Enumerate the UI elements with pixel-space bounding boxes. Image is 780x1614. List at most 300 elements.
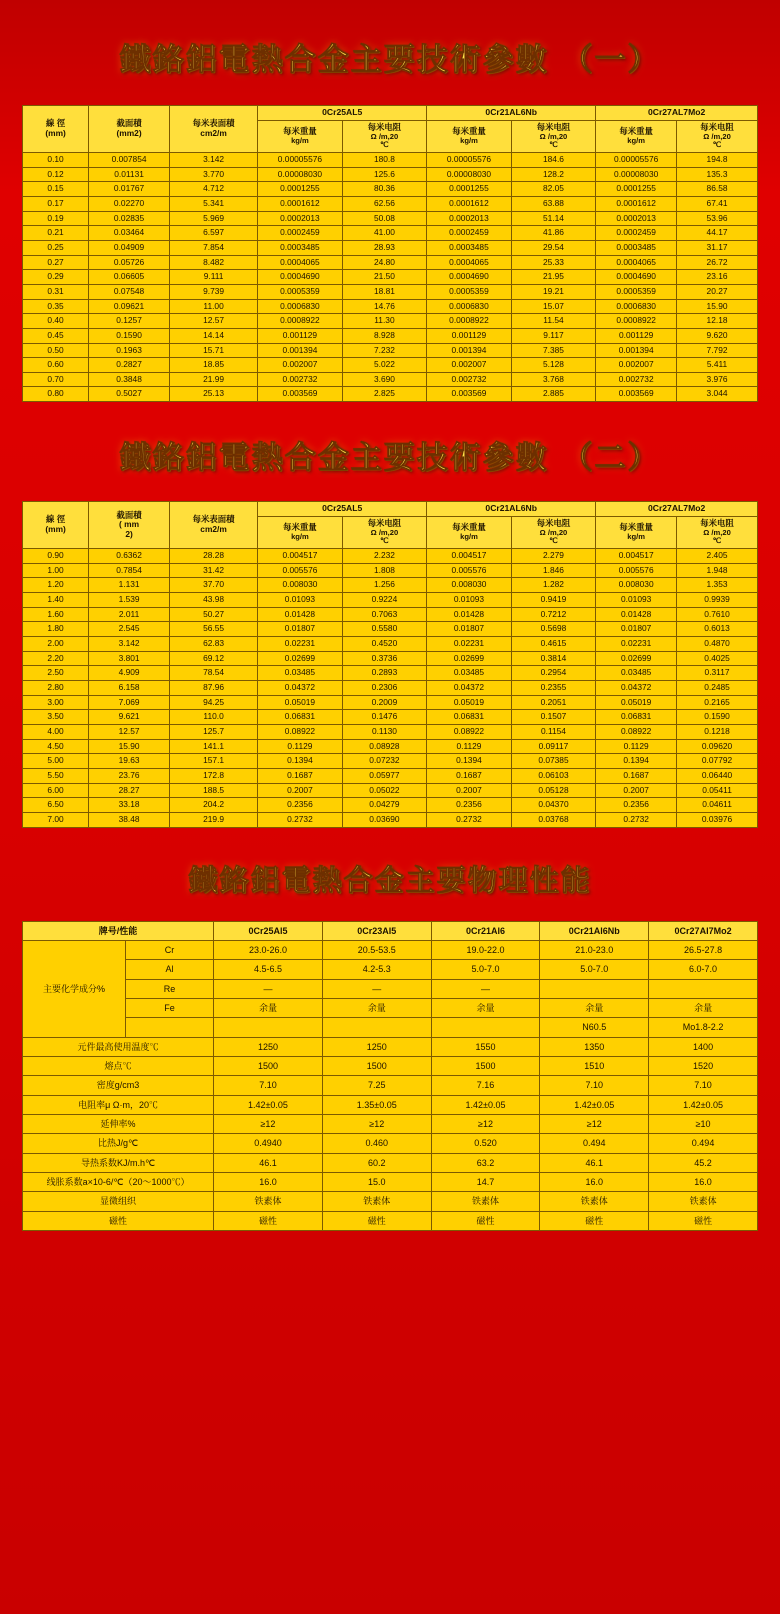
table-cell: 5.128	[511, 358, 596, 373]
table-cell: 0.9224	[342, 593, 427, 608]
table-row	[23, 328, 758, 343]
property-value-cell: 1500	[214, 1056, 323, 1075]
table-cell: 0.05019	[258, 695, 343, 710]
table-cell: 0.6013	[677, 622, 758, 637]
table-cell: 24.80	[342, 255, 427, 270]
table-cell: 0.1129	[596, 739, 677, 754]
header-resistance-2: 每米电阻 Ω /m,20 ℃	[511, 120, 596, 152]
cell-wire-diameter: 1.20	[23, 578, 89, 593]
table-row	[23, 578, 758, 593]
chem-element-label: Al	[125, 960, 213, 979]
table-cell: 0.001129	[258, 328, 343, 343]
property-value-cell: 7.25	[322, 1076, 431, 1095]
chem-element-label: Cr	[125, 940, 213, 959]
property-value-cell: 1500	[431, 1056, 540, 1075]
table-cell: 0.05726	[89, 255, 170, 270]
table-cell: 188.5	[169, 783, 257, 798]
table-cell: 23.76	[89, 768, 170, 783]
chem-value-cell: 19.0-22.0	[431, 940, 540, 959]
table-row	[23, 284, 758, 299]
property-row	[23, 1037, 758, 1056]
chem-value-cell: 余量	[431, 998, 540, 1017]
table-cell: 0.002007	[427, 358, 512, 373]
property-label: 延伸率%	[23, 1115, 214, 1134]
chem-value-cell	[540, 979, 649, 998]
property-value-cell: 63.2	[431, 1153, 540, 1172]
table-cell: 0.1590	[89, 328, 170, 343]
table-cell: 0.0003485	[596, 240, 677, 255]
table-cell: 0.2306	[342, 681, 427, 696]
table-cell: 0.01093	[596, 593, 677, 608]
table-cell: 50.27	[169, 607, 257, 622]
property-row	[23, 1095, 758, 1114]
header-section-area: 截面積 ( mm 2)	[89, 502, 170, 549]
table-cell: 8.482	[169, 255, 257, 270]
chem-value-cell: 5.0-7.0	[431, 960, 540, 979]
header-surface-area: 每米表面積 cm2/m	[169, 502, 257, 549]
property-row	[23, 1173, 758, 1192]
table-cell: 0.5027	[89, 387, 170, 402]
property-value-cell: 1510	[540, 1056, 649, 1075]
table-cell: 0.0004690	[596, 270, 677, 285]
table-cell: 125.7	[169, 724, 257, 739]
table-row	[23, 768, 758, 783]
table-cell: 1.131	[89, 578, 170, 593]
table-cell: 38.48	[89, 812, 170, 827]
table-cell: 0.05128	[511, 783, 596, 798]
property-value-cell: 磁性	[649, 1211, 758, 1230]
table-cell: 33.18	[89, 798, 170, 813]
table-cell: 157.1	[169, 754, 257, 769]
table-cell: 0.002732	[596, 372, 677, 387]
table-cell: 14.14	[169, 328, 257, 343]
table-cell: 0.003569	[258, 387, 343, 402]
table-row	[23, 798, 758, 813]
table-cell: 0.005576	[427, 563, 512, 578]
section-tech-params-2	[0, 402, 780, 827]
table-cell: 37.70	[169, 578, 257, 593]
table-cell: 0.1687	[258, 768, 343, 783]
table-cell: 0.2165	[677, 695, 758, 710]
table-cell: 0.03464	[89, 226, 170, 241]
property-value-cell: 60.2	[322, 1153, 431, 1172]
cell-wire-diameter: 5.50	[23, 768, 89, 783]
table-cell: 0.005576	[596, 563, 677, 578]
table-cell: 0.07792	[677, 754, 758, 769]
table-cell: 0.0008922	[427, 314, 512, 329]
table-cell: 0.002007	[258, 358, 343, 373]
property-value-cell: 铁素体	[214, 1192, 323, 1211]
table-cell: 0.2356	[596, 798, 677, 813]
property-row	[23, 1134, 758, 1153]
table-cell: 0.00005576	[258, 152, 343, 167]
table-cell: 0.01093	[258, 593, 343, 608]
table-cell: 62.56	[342, 196, 427, 211]
table-cell: 0.08922	[596, 724, 677, 739]
table-cell: 0.08922	[258, 724, 343, 739]
table-cell: 0.01428	[427, 607, 512, 622]
chem-value-cell: 4.5-6.5	[214, 960, 323, 979]
table-cell: 0.1218	[677, 724, 758, 739]
table-cell: 25.13	[169, 387, 257, 402]
cell-wire-diameter: 0.40	[23, 314, 89, 329]
table-cell: 0.1507	[511, 710, 596, 725]
table-cell: 0.03485	[427, 666, 512, 681]
property-value-cell: 14.7	[431, 1173, 540, 1192]
table-2-wrapper	[0, 501, 780, 827]
table-cell: 0.001129	[596, 328, 677, 343]
table-cell: 20.27	[677, 284, 758, 299]
header-resistance-1: 每米电阻 Ω /m,20 ℃	[342, 517, 427, 549]
chem-value-cell: 余量	[322, 998, 431, 1017]
table-cell: 0.002007	[596, 358, 677, 373]
property-value-cell: 1550	[431, 1037, 540, 1056]
table-cell: 63.88	[511, 196, 596, 211]
cell-wire-diameter: 0.17	[23, 196, 89, 211]
table-cell: 0.3848	[89, 372, 170, 387]
chem-element-label: Fe	[125, 998, 213, 1017]
table-cell: 0.002732	[427, 372, 512, 387]
table-cell: 0.4615	[511, 637, 596, 652]
table-cell: 0.004517	[427, 549, 512, 564]
cell-wire-diameter: 3.00	[23, 695, 89, 710]
table-3-header-row	[23, 921, 758, 940]
table-cell: 31.17	[677, 240, 758, 255]
table-cell: 11.30	[342, 314, 427, 329]
table-cell: 0.03485	[596, 666, 677, 681]
table-cell: 1.808	[342, 563, 427, 578]
chem-value-cell: 4.2-5.3	[322, 960, 431, 979]
property-value-cell: 45.2	[649, 1153, 758, 1172]
table-cell: 0.1130	[342, 724, 427, 739]
table-row	[23, 681, 758, 696]
table-cell: 0.1394	[596, 754, 677, 769]
table-cell: 5.341	[169, 196, 257, 211]
property-label: 磁性	[23, 1211, 214, 1230]
property-row	[23, 1056, 758, 1075]
cell-wire-diameter: 4.50	[23, 739, 89, 754]
table-cell: 0.0002459	[258, 226, 343, 241]
property-value-cell: 磁性	[214, 1211, 323, 1230]
table-row	[23, 167, 758, 182]
table-cell: 11.00	[169, 299, 257, 314]
table-cell: 0.6362	[89, 549, 170, 564]
property-value-cell: 1520	[649, 1056, 758, 1075]
table-cell: 0.0001612	[258, 196, 343, 211]
table-cell: 0.004517	[596, 549, 677, 564]
table-cell: 0.03690	[342, 812, 427, 827]
table-cell: 125.6	[342, 167, 427, 182]
table-cell: 0.02231	[596, 637, 677, 652]
table-cell: 6.597	[169, 226, 257, 241]
table-cell: 0.00008030	[258, 167, 343, 182]
table-cell: 3.142	[89, 637, 170, 652]
table-cell: 41.00	[342, 226, 427, 241]
table-cell: 0.1394	[258, 754, 343, 769]
table-cell: 1.948	[677, 563, 758, 578]
table-cell: 0.0001255	[596, 182, 677, 197]
property-value-cell: 1250	[322, 1037, 431, 1056]
table-cell: 0.04372	[596, 681, 677, 696]
table-cell: 67.41	[677, 196, 758, 211]
chem-value-cell: 5.0-7.0	[540, 960, 649, 979]
table-cell: 0.07548	[89, 284, 170, 299]
table-cell: 19.63	[89, 754, 170, 769]
table-cell: 6.158	[89, 681, 170, 696]
table-cell: 51.14	[511, 211, 596, 226]
table-cell: 0.008030	[258, 578, 343, 593]
cell-wire-diameter: 2.20	[23, 651, 89, 666]
table-cell: 0.1394	[427, 754, 512, 769]
cell-wire-diameter: 0.19	[23, 211, 89, 226]
table-cell: 135.3	[677, 167, 758, 182]
table-3-wrapper	[0, 921, 780, 1232]
chem-row	[23, 960, 758, 979]
property-value-cell: 铁素体	[649, 1192, 758, 1211]
table-row	[23, 240, 758, 255]
property-value-cell: 15.0	[322, 1173, 431, 1192]
tech-params-table-1	[22, 105, 758, 402]
table-cell: 0.05022	[342, 783, 427, 798]
cell-wire-diameter: 6.00	[23, 783, 89, 798]
table-cell: 0.0005359	[258, 284, 343, 299]
section-tech-params-1	[0, 0, 780, 402]
table-cell: 3.142	[169, 152, 257, 167]
table-cell: 0.1687	[427, 768, 512, 783]
table-cell: 0.09117	[511, 739, 596, 754]
property-value-cell: 16.0	[540, 1173, 649, 1192]
property-value-cell: ≥12	[431, 1115, 540, 1134]
table-cell: 0.09620	[677, 739, 758, 754]
table-cell: 43.98	[169, 593, 257, 608]
property-value-cell: ≥12	[540, 1115, 649, 1134]
table-cell: 204.2	[169, 798, 257, 813]
table-1-body	[23, 152, 758, 401]
property-value-cell: 16.0	[214, 1173, 323, 1192]
header-alloy-0cr27al7mo2: 0Cr27AL7Mo2	[596, 106, 758, 121]
section-3-title: 鐵鉻鋁電熱合金主要物理性能	[188, 862, 592, 897]
table-row	[23, 637, 758, 652]
cell-wire-diameter: 0.27	[23, 255, 89, 270]
table-cell: 0.003569	[596, 387, 677, 402]
chem-value-cell: 余量	[649, 998, 758, 1017]
table-cell: 0.0002013	[427, 211, 512, 226]
header-wire-diameter: 線 徑 (mm)	[23, 502, 89, 549]
cell-wire-diameter: 0.31	[23, 284, 89, 299]
property-value-cell: 1.42±0.05	[649, 1095, 758, 1114]
table-cell: 0.2893	[342, 666, 427, 681]
table-cell: 0.04279	[342, 798, 427, 813]
table-row	[23, 255, 758, 270]
table-cell: 23.16	[677, 270, 758, 285]
table-cell: 56.55	[169, 622, 257, 637]
header-wire-diameter: 線 徑 (mm)	[23, 106, 89, 153]
table-cell: 0.3117	[677, 666, 758, 681]
table-row	[23, 754, 758, 769]
table-cell: 0.00005576	[596, 152, 677, 167]
table-cell: 9.739	[169, 284, 257, 299]
table-cell: 0.4520	[342, 637, 427, 652]
table-cell: 0.0001255	[427, 182, 512, 197]
header-surface-area: 每米表面積 cm2/m	[169, 106, 257, 153]
section-physical-properties	[0, 828, 780, 1250]
table-cell: 0.00008030	[427, 167, 512, 182]
table-cell: 21.99	[169, 372, 257, 387]
table-cell: 11.54	[511, 314, 596, 329]
property-value-cell: 1.35±0.05	[322, 1095, 431, 1114]
property-value-cell: 1350	[540, 1037, 649, 1056]
table-cell: 0.01428	[258, 607, 343, 622]
cell-wire-diameter: 0.60	[23, 358, 89, 373]
header-weight-3: 每米重量 kg/m	[596, 120, 677, 152]
table-cell: 0.003569	[427, 387, 512, 402]
table-cell: 0.05411	[677, 783, 758, 798]
cell-wire-diameter: 1.80	[23, 622, 89, 637]
property-value-cell: ≥12	[214, 1115, 323, 1134]
table-cell: 80.36	[342, 182, 427, 197]
table-cell: 0.0008922	[596, 314, 677, 329]
table-1-wrapper	[0, 105, 780, 402]
table-cell: 2.545	[89, 622, 170, 637]
table-cell: 19.21	[511, 284, 596, 299]
table-cell: 0.007854	[89, 152, 170, 167]
chem-value-cell: 23.0-26.0	[214, 940, 323, 959]
table-cell: 0.001129	[427, 328, 512, 343]
header-col-0cr27al7mo2: 0Cr27Al7Mo2	[649, 921, 758, 940]
table-cell: 0.2732	[258, 812, 343, 827]
table-cell: 0.9419	[511, 593, 596, 608]
table-cell: 0.7212	[511, 607, 596, 622]
property-value-cell: 磁性	[540, 1211, 649, 1230]
cell-wire-diameter: 0.45	[23, 328, 89, 343]
table-cell: 14.76	[342, 299, 427, 314]
header-resistance-2: 每米电阻 Ω /m,20 ℃	[511, 517, 596, 549]
property-value-cell: 磁性	[322, 1211, 431, 1230]
cell-wire-diameter: 0.10	[23, 152, 89, 167]
table-cell: 0.06831	[596, 710, 677, 725]
property-label: 熔点℃	[23, 1056, 214, 1075]
table-cell: 28.28	[169, 549, 257, 564]
table-cell: 0.0004065	[258, 255, 343, 270]
property-label: 显微组织	[23, 1192, 214, 1211]
table-cell: 4.712	[169, 182, 257, 197]
table-row	[23, 182, 758, 197]
table-cell: 12.57	[169, 314, 257, 329]
table-cell: 41.86	[511, 226, 596, 241]
table-row	[23, 387, 758, 402]
table-row	[23, 724, 758, 739]
property-value-cell: 1.42±0.05	[431, 1095, 540, 1114]
table-cell: 0.7854	[89, 563, 170, 578]
table-cell: 0.005576	[258, 563, 343, 578]
property-value-cell: 0.494	[649, 1134, 758, 1153]
table-cell: 0.05019	[596, 695, 677, 710]
table-cell: 2.232	[342, 549, 427, 564]
table-cell: 0.06103	[511, 768, 596, 783]
header-alloy-0cr25al5: 0Cr25AL5	[258, 106, 427, 121]
table-cell: 18.85	[169, 358, 257, 373]
table-cell: 0.02231	[427, 637, 512, 652]
table-cell: 15.07	[511, 299, 596, 314]
table-cell: 26.72	[677, 255, 758, 270]
table-cell: 0.0006830	[258, 299, 343, 314]
table-cell: 12.57	[89, 724, 170, 739]
table-cell: 110.0	[169, 710, 257, 725]
table-cell: 0.01428	[596, 607, 677, 622]
table-row	[23, 226, 758, 241]
table-row	[23, 152, 758, 167]
cell-wire-diameter: 2.50	[23, 666, 89, 681]
cell-wire-diameter: 0.50	[23, 343, 89, 358]
table-cell: 0.06831	[258, 710, 343, 725]
table-cell: 0.2732	[596, 812, 677, 827]
table-cell: 0.1687	[596, 768, 677, 783]
chem-value-cell: —	[214, 979, 323, 998]
table-cell: 0.0005359	[427, 284, 512, 299]
table-row	[23, 651, 758, 666]
chem-element-label	[125, 1018, 213, 1037]
table-cell: 0.9939	[677, 593, 758, 608]
chem-value-cell: Mo1.8-2.2	[649, 1018, 758, 1037]
table-cell: 0.3814	[511, 651, 596, 666]
table-cell: 0.04370	[511, 798, 596, 813]
header-resistance-3: 每米电阻 Ω /m,20 ℃	[677, 517, 758, 549]
chem-value-cell: N60.5	[540, 1018, 649, 1037]
property-value-cell: 7.10	[649, 1076, 758, 1095]
table-cell: 0.2732	[427, 812, 512, 827]
table-cell: 0.0001612	[427, 196, 512, 211]
table-cell: 141.1	[169, 739, 257, 754]
table-cell: 0.01807	[596, 622, 677, 637]
table-row	[23, 739, 758, 754]
table-row	[23, 710, 758, 725]
chem-row	[23, 940, 758, 959]
chem-row	[23, 1018, 758, 1037]
cell-wire-diameter: 0.35	[23, 299, 89, 314]
property-value-cell: 0.4940	[214, 1134, 323, 1153]
table-3-body	[23, 940, 758, 1230]
table-cell: 0.5580	[342, 622, 427, 637]
table-cell: 0.0005359	[596, 284, 677, 299]
chem-element-label: Re	[125, 979, 213, 998]
table-row	[23, 343, 758, 358]
table-cell: 0.4025	[677, 651, 758, 666]
table-cell: 0.1129	[258, 739, 343, 754]
table-cell: 0.02699	[258, 651, 343, 666]
table-cell: 3.976	[677, 372, 758, 387]
table-cell: 5.969	[169, 211, 257, 226]
header-weight-3: 每米重量 kg/m	[596, 517, 677, 549]
property-value-cell: 0.460	[322, 1134, 431, 1153]
table-cell: 184.6	[511, 152, 596, 167]
header-alloy-0cr27al7mo2: 0Cr27AL7Mo2	[596, 502, 758, 517]
chem-value-cell	[322, 1018, 431, 1037]
chem-value-cell: —	[322, 979, 431, 998]
table-row	[23, 372, 758, 387]
table-cell: 9.621	[89, 710, 170, 725]
table-cell: 0.0002459	[427, 226, 512, 241]
table-cell: 0.002732	[258, 372, 343, 387]
chem-value-cell	[649, 979, 758, 998]
property-value-cell: 0.494	[540, 1134, 649, 1153]
cell-wire-diameter: 0.25	[23, 240, 89, 255]
table-cell: 0.2485	[677, 681, 758, 696]
table-cell: 0.01093	[427, 593, 512, 608]
table-cell: 4.909	[89, 666, 170, 681]
property-value-cell: 铁素体	[322, 1192, 431, 1211]
table-cell: 94.25	[169, 695, 257, 710]
table-row	[23, 695, 758, 710]
